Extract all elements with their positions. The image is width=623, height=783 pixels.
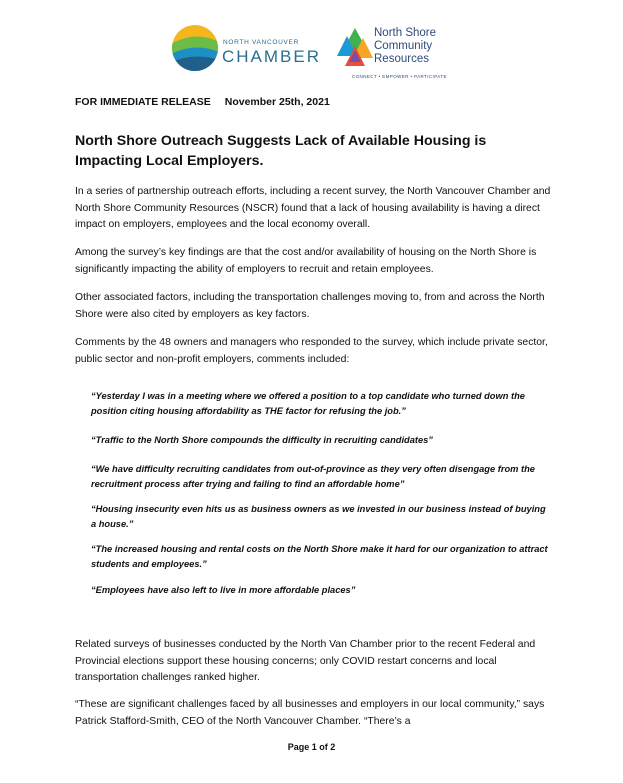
- paragraph: Related surveys of businesses conducted by the North Van Chamber prior to the recent Federal and Provincial elections support these housing concerns; only COVID restart concerns and local transportation challenges ranked higher.: [75, 639, 536, 684]
- chamber-title: CHAMBER: [222, 47, 322, 66]
- quote: “Housing insecurity even hits us as business owners as we invested in our business instead of buying a house.”: [91, 504, 546, 529]
- paragraph: Among the survey’s key findings are that the cost and/or availability of housing on the North Shore is significantly impacting the ability of employers to recruit and retain employees.: [75, 247, 537, 275]
- quote: “Traffic to the North Shore compounds the difficulty in recruiting candidates”: [91, 435, 433, 445]
- paragraph: In a series of partnership outreach efforts, including a recent survey, the North Vancouver Chamber and North Shore Community Resources (NSCR) found that a lack of housing availability is having a direct impact on employers, employees and the local economy overall.: [75, 186, 551, 231]
- nscr-tagline: CONNECT • EMPOWER • PARTICIPATE: [352, 74, 447, 79]
- chamber-emblem-icon: [171, 24, 219, 72]
- north-vancouver-chamber-logo: [171, 22, 321, 82]
- quote: “Yesterday I was in a meeting where we offered a position to a top candidate who turned down the position citing housing affordability as THE factor for refusing the job.”: [91, 391, 525, 416]
- quote: “We have difficulty recruiting candidates from out-of-province as they very often disengage from the recruitment process after trying and failing to find an affordable home”: [91, 464, 535, 489]
- mountain-emblem-icon: [337, 26, 373, 70]
- nscr-line-3: Resources: [374, 53, 429, 65]
- release-line: [75, 96, 330, 108]
- quote: “Employees have also left to live in more affordable places”: [91, 585, 356, 595]
- paragraph: Other associated factors, including the transportation challenges moving to, from and across the North Shore were also cited by employers as key factors.: [75, 292, 545, 320]
- headline: North Shore Outreach Suggests Lack of Available Housing is Impacting Local Employers.: [75, 133, 487, 169]
- quote: “The increased housing and rental costs on the North Shore make it hard for our organization to attract students and employees.”: [91, 544, 548, 569]
- chamber-subtitle: NORTH VANCOUVER: [223, 39, 299, 46]
- release-label: FOR IMMEDIATE RELEASE: [75, 96, 211, 108]
- page-number: Page 1 of 2: [287, 742, 336, 752]
- paragraph: Comments by the 48 owners and managers who responded to the survey, which include private sector, public sector and non-profit employers, comments included:: [75, 337, 548, 365]
- header-logos: [0, 22, 623, 82]
- nscr-line-2: Community: [374, 40, 433, 52]
- paragraph: “These are significant challenges faced by all businesses and employers in our local community,” says Patrick Stafford-Smith, CEO of the North Vancouver Chamber. “There’s a: [75, 699, 545, 727]
- release-date: November 25th, 2021: [224, 96, 330, 108]
- north-shore-community-resources-logo: [337, 22, 457, 82]
- nscr-line-1: North Shore: [374, 27, 437, 39]
